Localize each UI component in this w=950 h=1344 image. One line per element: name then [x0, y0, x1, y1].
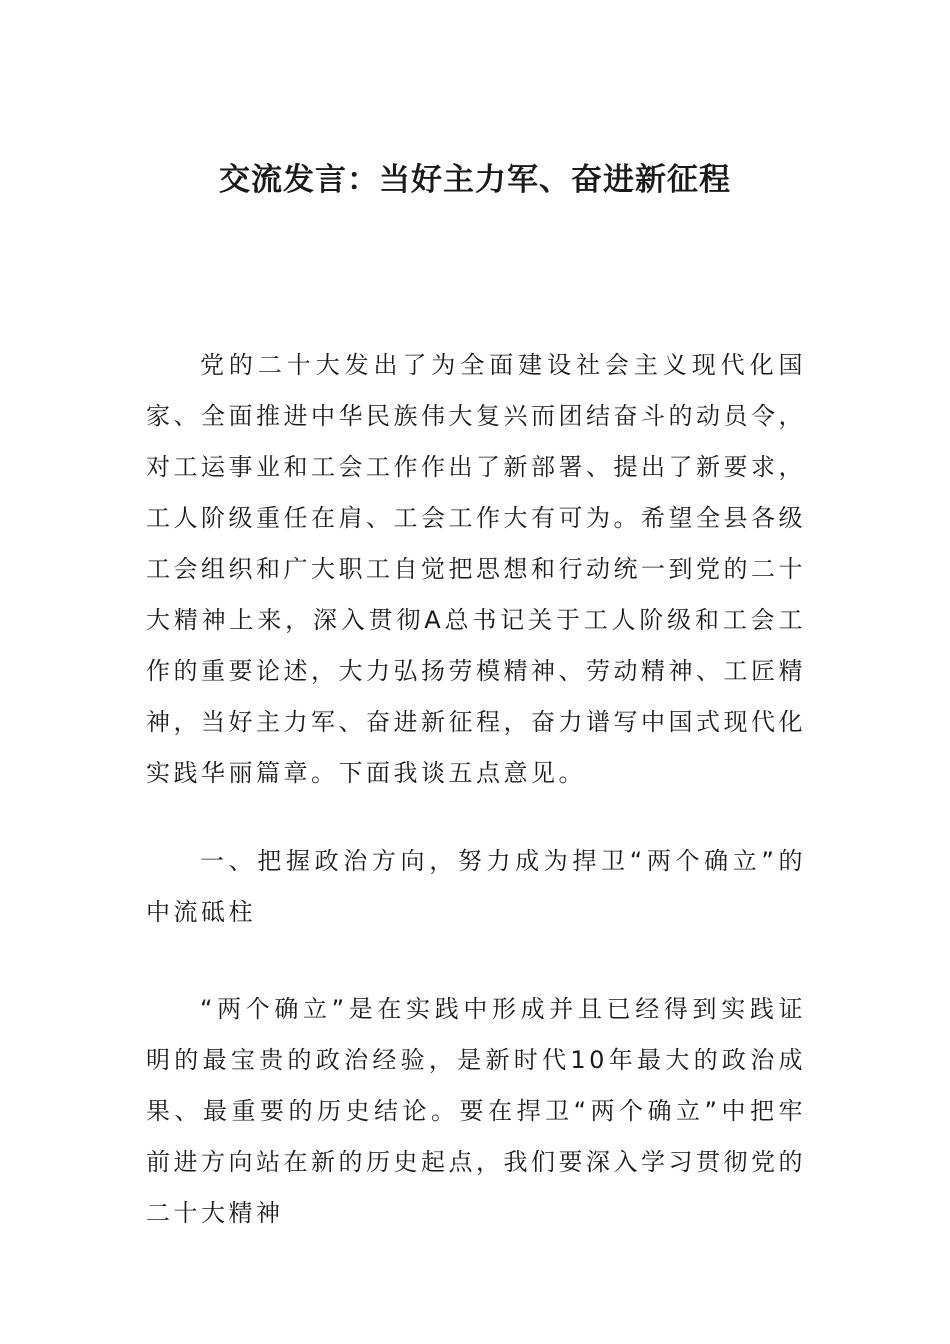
section-heading-one: 一、把握政治方向，努力成为捍卫“两个确立”的中流砥柱 [146, 847, 806, 926]
intro-paragraph: 党的二十大发出了为全面建设社会主义现代化国家、全面推进中华民族伟大复兴而团结奋斗的动员令，对工运事业和工会工作作出了新部署、提出了新要求，工人阶级重任在肩、工会工作大有可为。希望全县各级工会组织和广大职工自觉把思想和行动统一到党的二十大精神上来，深入贯彻A总书记关于工人阶级和工会工作的重要论述，大力弘扬劳模精神、劳动精神、工匠精神，当好主力军、奋进新征程，奋力谱写中国式现代化实践华丽篇章。下面我谈五点意见。 [146, 351, 806, 787]
document-title: 交流发言：当好主力军、奋进新征程 [219, 162, 731, 198]
body-paragraph: “两个确立”是在实践中形成并且已经得到实践证明的最宝贵的政治经验，是新时代10年最大的政治成果、最重要的历史结论。要在捍卫“两个确立”中把牢前进方向站在新的历史起点，我们要深入学习贯彻党的二十大精神 [146, 995, 806, 1227]
